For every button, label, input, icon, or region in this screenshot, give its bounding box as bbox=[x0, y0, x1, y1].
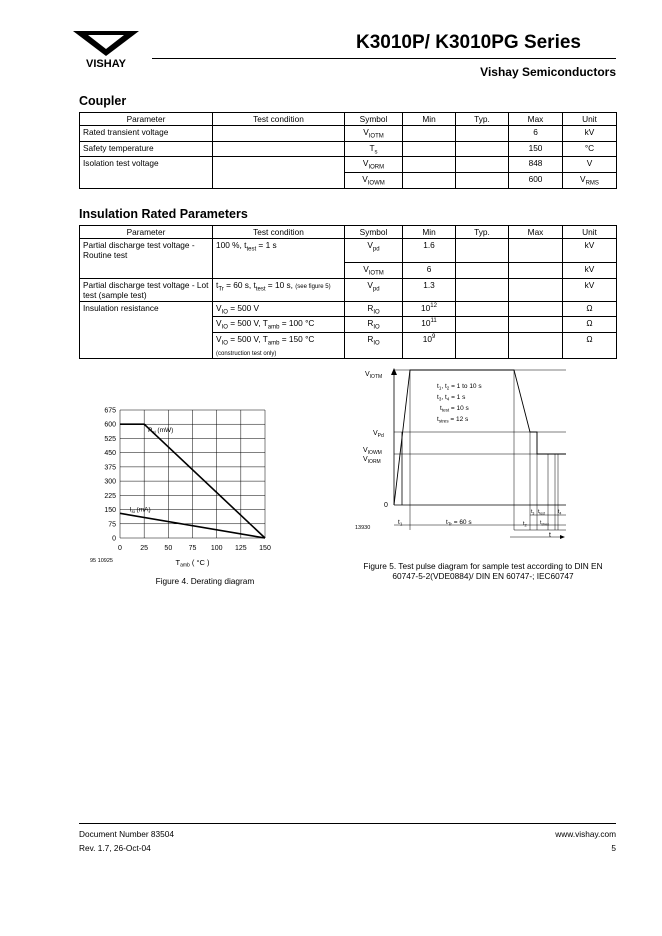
svg-text:t1: $t_1$ bbox=[398, 519, 403, 527]
x-tick-label: 100 bbox=[210, 545, 223, 552]
document-title: K3010P/ K3010PG Series bbox=[356, 32, 581, 53]
svg-text:0: 0 bbox=[384, 502, 388, 509]
col-header: Test condition bbox=[213, 113, 345, 126]
x-tick-label: 50 bbox=[164, 545, 173, 552]
svg-text:ttest = 10 s: $t_{test} = 10$ s bbox=[440, 405, 469, 413]
page-number: 5 bbox=[611, 843, 616, 853]
revision: Rev. 1.7, 26-Oct-04 bbox=[79, 843, 151, 853]
svg-text:t2: $t_2$ bbox=[523, 521, 527, 528]
table-row: Partial discharge test voltage - Lot test (sample test) $t_{Tr} = 60$ s, $t_{test} = 10$ s, (see figure 5) $V_{pd}$ 1.3 kV bbox=[80, 278, 617, 301]
svg-text:VIORM: $V_{IORM}$ bbox=[363, 456, 381, 465]
table-row: Insulation resistance $V_{IO} = 500$ V $R_{IO}$ $10^{12}$ Ω bbox=[80, 301, 617, 317]
derating-chart bbox=[80, 398, 290, 578]
svg-text:VIOWM: $V_{IOWM}$ bbox=[363, 447, 382, 456]
table-row: $V_{IOWM}$ 600 $V_{RMS}$ bbox=[80, 172, 617, 188]
table-row: $V_{IOTM}$ 6 kV bbox=[80, 263, 617, 279]
svg-text:t1, t2 = 1 to 10 s: $t_1$, $t_2 = 1$ to 10 s bbox=[437, 383, 482, 391]
col-header: Unit bbox=[563, 113, 617, 126]
x-tick-label: 125 bbox=[234, 545, 247, 552]
y-tick-label: 0 bbox=[112, 535, 116, 543]
insulation-heading: Insulation Rated Parameters bbox=[79, 207, 248, 221]
table-row: Safety temperature $T_s$ 150 °C bbox=[80, 141, 617, 157]
svg-text:t: t bbox=[549, 532, 551, 539]
insulation-table bbox=[79, 225, 617, 359]
vishay-logo bbox=[72, 28, 140, 70]
col-header: Max bbox=[509, 113, 563, 126]
test-pulse-diagram bbox=[355, 365, 585, 545]
coupler-table bbox=[79, 112, 617, 189]
table-row: Partial discharge test voltage - Routine test 100 %, $t_{test} = 1$ s $V_{pd}$ 1.6 kV bbox=[80, 239, 617, 263]
figure-code: 95 10925 bbox=[90, 558, 113, 564]
table-header-row: Parameter Test condition Symbol Min Typ. Max Unit bbox=[80, 226, 617, 239]
figure-5-caption: Figure 5. Test pulse diagram for sample test according to DIN EN 60747-5-2(VDE0884)/ DIN EN 60747-; IEC60747 bbox=[363, 561, 603, 581]
svg-text:tTr = 60 s: $t_{Tr} = 60$ s bbox=[446, 519, 472, 527]
y-tick-label: 675 bbox=[104, 407, 116, 415]
svg-text:tstres: $t_{stres}$ bbox=[540, 520, 549, 527]
y-tick-label: 600 bbox=[104, 421, 116, 429]
svg-text:ttest: $t_{test}$ bbox=[538, 509, 546, 516]
x-tick-label: 75 bbox=[188, 545, 197, 552]
coupler-heading: Coupler bbox=[79, 94, 127, 108]
table-row: Isolation test voltage $V_{IORM}$ 848 V bbox=[80, 157, 617, 173]
header-rule bbox=[152, 58, 616, 59]
document-subtitle: Vishay Semiconductors bbox=[480, 65, 616, 79]
table-row: Rated transient voltage $V_{IOTM}$ 6 kV bbox=[80, 126, 617, 142]
y-tick-label: 75 bbox=[108, 521, 116, 529]
y-tick-label: 525 bbox=[104, 435, 116, 443]
y-tick-label: 375 bbox=[104, 464, 116, 472]
doc-number: Document Number 83504 bbox=[79, 829, 175, 839]
y-tick-label: 450 bbox=[104, 450, 116, 458]
col-header: Symbol bbox=[345, 113, 403, 126]
series-label-isi: $I_{si}$ (mA) bbox=[129, 506, 151, 514]
svg-text:t3: $t_3$ bbox=[531, 509, 535, 516]
y-tick-label: 300 bbox=[104, 478, 116, 486]
col-header: Typ. bbox=[456, 113, 509, 126]
logo-text: VISHAY bbox=[86, 58, 126, 70]
x-tick-label: 25 bbox=[140, 545, 149, 552]
svg-text:t3, t4 = 1 s: $t_3$, $t_4 = 1$ s bbox=[437, 394, 466, 402]
x-axis-label: $T_{amb}$ ( °C ) bbox=[175, 558, 210, 569]
svg-text:t4: $t_4$ bbox=[558, 509, 562, 516]
website-link[interactable]: www.vishay.com bbox=[555, 829, 616, 839]
y-tick-label: 225 bbox=[104, 492, 116, 500]
table-row: $V_{IO} = 500$ V, $T_{amb} = 100$ °C $R_{IO}$ $10^{11}$ Ω bbox=[80, 317, 617, 333]
series-label-psi: $P_{si}$ (mW) bbox=[148, 426, 174, 435]
svg-text:VPd: $V_{Pd}$ bbox=[373, 430, 384, 439]
svg-text:tstres = 12 s: $t_{stres} = 12$ s bbox=[437, 416, 469, 424]
svg-text:13930: 13930 bbox=[355, 525, 371, 531]
footer-rule bbox=[79, 823, 616, 824]
figure-4-caption: Figure 4. Derating diagram bbox=[155, 576, 255, 586]
col-header: Parameter bbox=[80, 113, 213, 126]
table-header-row bbox=[80, 113, 617, 126]
x-tick-label: 0 bbox=[118, 545, 122, 552]
svg-text:VIOTM: $V_{IOTM}$ bbox=[365, 371, 383, 380]
y-tick-label: 150 bbox=[104, 507, 116, 515]
table-row: $V_{IO} = 500$ V, $T_{amb} = 150$ °C (construction test only) $R_{IO}$ $10^9$ Ω bbox=[80, 332, 617, 358]
col-header: Min bbox=[403, 113, 456, 126]
x-tick-label: 150 bbox=[259, 545, 271, 552]
